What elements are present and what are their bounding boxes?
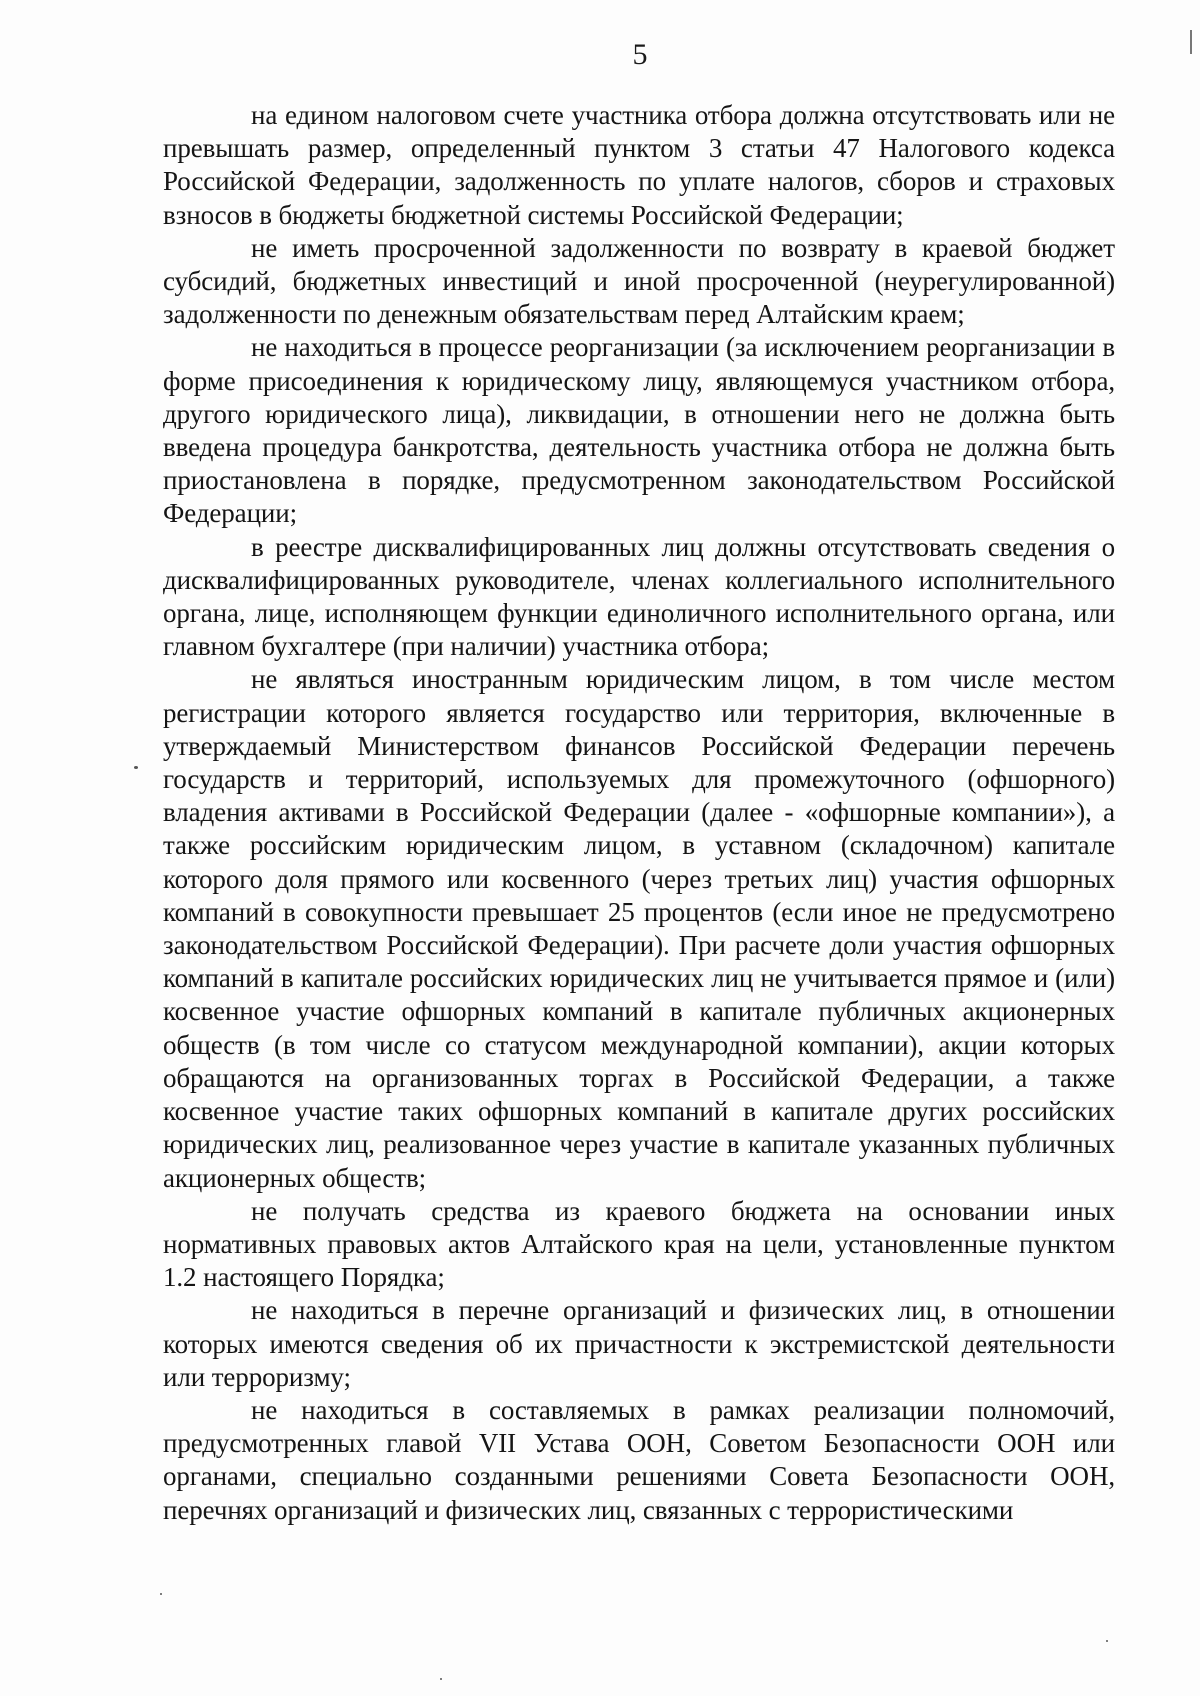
paragraph-tax-debt: на едином налоговом счете участника отбора должна отсутствовать или не превышать размер, определенный пунктом 3 статьи 47 Налогового кодекса Российской Федерации, задолженность по уплате налогов, сборов и страховых взносов в бюджеты бюджетной системы Российской Федерации; [163,100,1115,230]
scan-edge-mark [1190,30,1192,54]
paragraph-offshore-companies: не являться иностранным юридическим лицом, в том числе местом регистрации которого является государство или территория, включенные в утверждаемый Министерством финансов Российской Федерации перечень государств и территорий, используемых для промежуточного (офшорного) владения активами в Российской Федерации (далее - «офшорные компании»), а также российским юридическим лицом, в уставном (складочном) капитале которого доля прямого или косвенного (через третьих лиц) участия офшорных компаний в совокупности превышает 25 процентов (если иное не предусмотрено законодательством Российской Федерации). При расчете доли участия офшорных компаний в капитале российских юридических лиц не учитывается прямое и (или) косвенное участие офшорных компаний в капитале публичных акционерных обществ (в том числе со статусом международной компании), акции которых обращаются на организованных торгах в Российской Федерации, а также косвенное участие таких офшорных компаний в капитале других российских юридических лиц, реализованное через участие в капитале указанных публичных акционерных обществ; [163,664,1115,1193]
scan-speck [1106,1640,1108,1642]
paragraph-extremism-list: не находиться в перечне организаций и физических лиц, в отношении которых имеются сведения об их причастности к экстремистской деятельности или терроризму; [163,1295,1115,1392]
document-body [163,99,1115,1527]
paragraph-disqualified-persons: в реестре дисквалифицированных лиц должны отсутствовать сведения о дисквалифицированных руководителе, членах коллегиального исполнительного органа, лице, исполняющем функции единоличного исполнительного органа, или главном бухгалтере (при наличии) участника отбора; [163,531,1115,662]
paragraph-reorganization: не находиться в процессе реорганизации (за исключением реорганизации в форме присоединения к юридическому лицу, являющемуся участником отбора, другого юридического лица), ликвидации, в отношении него не должна быть введена процедура банкротства, деятельность участника отбора не должна быть приостановлена в порядке, предусмотренном законодательством Российской Федерации; [163,332,1115,529]
scan-speck [134,766,138,769]
scan-speck [160,1593,162,1595]
page-number: 5 [632,38,648,71]
paragraph-overdue-debt: не иметь просроченной задолженности по возврату в краевой бюджет субсидий, бюджетных инвестиций и иной просроченной (неурегулированной) задолженности по денежным обязательствам перед Алтайским краем; [163,232,1115,330]
paragraph-budget-funds: не получать средства из краевого бюджета на основании иных нормативных правовых актов Алтайского края на цели, установленные пунктом 1.2 настоящего Порядка; [163,1195,1115,1293]
scan-speck [440,1678,442,1680]
paragraph-un-security-council: не находиться в составляемых в рамках реализации полномочий, предусмотренных главой VII Устава ООН, Советом Безопасности ООН или органами, специально созданными решениями Совета Безопасности ООН, перечнях организаций и физических лиц, связанных с террористическими [163,1394,1115,1525]
